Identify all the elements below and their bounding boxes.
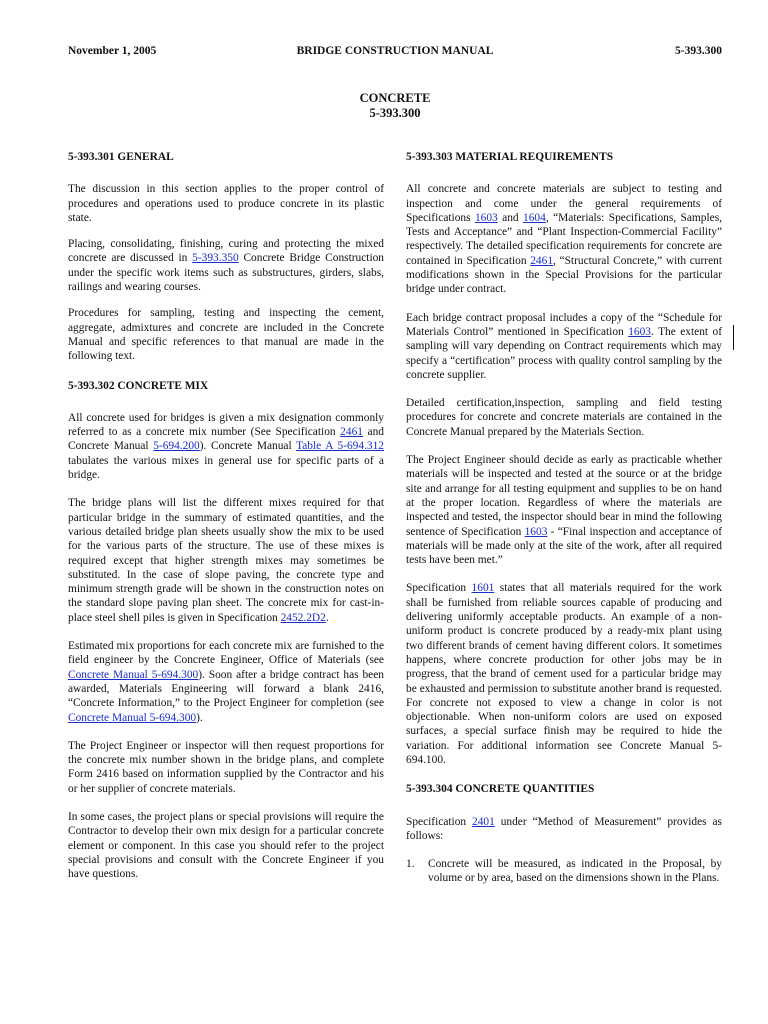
list-item-number: 1. — [406, 858, 415, 871]
list-item-text: Concrete will be measured, as indicated in the Proposal, by volume or by area, based on the dimensions shown in the Plans. — [428, 858, 722, 885]
right-column — [406, 150, 722, 886]
list-item — [406, 857, 722, 886]
running-header — [68, 45, 722, 61]
link-spec-1603-b[interactable]: 1603 — [628, 325, 651, 338]
link-5-393-350[interactable]: 5-393.350 — [192, 252, 239, 265]
heading-concrete-quantities: 5-393.304 CONCRETE QUANTITIES — [406, 783, 595, 796]
general-paragraph-3: Procedures for sampling, testing and inspecting the cement, aggregate, admixtures and concrete are included in the Concrete Manual and specific references to that manual are made in the following text. — [68, 307, 384, 363]
header-section-number: 5-393.300 — [675, 45, 722, 57]
title-concrete: CONCRETE — [359, 91, 431, 105]
material-paragraph-1: All concrete and concrete materials are subject to testing and inspection and come under the general requirements of Specifications 1603 and 1604, “Materials: Specifications, Samples, Tests and Acceptance” and “Plant Inspection-Commercial Facility” respectively. The detailed specification requirements for concrete are contained in Specification 2461, “Structural Concrete,” with current modifications shown in the Special Provisions for the particular bridge under contract. — [406, 183, 723, 296]
heading-general: 5-393.301 GENERAL — [68, 151, 174, 163]
link-concrete-manual-5-694-300-b[interactable]: Concrete Manual 5-694.300 — [68, 711, 197, 724]
link-spec-2401[interactable]: 2401 — [472, 815, 495, 828]
link-table-a[interactable]: Table A 5-694.312 — [296, 440, 385, 453]
mix-paragraph-3: Estimated mix proportions for each concrete mix are furnished to the field engineer by the Concrete Engineer, Office of Materials (see Concrete Manual 5-694.300). Soon after a bridge contract has been awarded, Materials Engineering will forward a blank 2416, “Concrete Information,” to the Project Engineer for completion (see Concrete Manual 5-694.300). — [68, 640, 384, 724]
general-paragraph-1: The discussion in this section applies to the proper control of procedures and operations used to produce concrete in its plastic state. — [68, 183, 384, 224]
heading-material-requirements: 5-393.303 MATERIAL REQUIREMENTS — [406, 151, 614, 163]
mix-paragraph-2: The bridge plans will list the different mixes required for that particular bridge in the summary of estimated quantities, and the various detailed bridge plan sheets usually show the mix to be used for the various parts of the structure. The use of these mixes is required except that higher strength mixes may sometimes be substituted. In the case of slope paving, the concrete type and minimum strength grade will be shown in the construction notes on the standard slope paving plan sheet. The concrete mix for cast-in-place steel shell piles is given in Specification 2452.2D2. — [68, 497, 384, 624]
heading-concrete-mix: 5-393.302 CONCRETE MIX — [68, 379, 209, 392]
mix-paragraph-1: All concrete used for bridges is given a mix designation commonly referred to as a concrete mix number (See Specification 2461 and Concrete Manual 5-694.200). Concrete Manual Table A 5-694.312 tabulates the various mixes in general use for specific parts of a bridge. — [68, 411, 385, 482]
mix-paragraph-5: In some cases, the project plans or special provisions will require the Contractor to develop their own mix design for a particular concrete element or component. In this case you should refer to the project special provisions and consult with the Concrete Engineer if you have questions. — [68, 810, 384, 881]
page-title — [68, 91, 722, 121]
link-spec-1603-c[interactable]: 1603 — [524, 525, 548, 538]
quantities-paragraph-1: Specification 2401 under “Method of Measurement” provides as follows: — [406, 815, 722, 842]
material-paragraph-2: Each bridge contract proposal includes a copy of the “Schedule for Materials Control” mentioned in Specification 1603. The extent of sampling will vary depending on Contract requirements which may specify a “certification” process with quality control sampling by the concrete supplier. — [406, 311, 722, 381]
revision-change-bar — [733, 325, 734, 350]
mix-paragraph-4: The Project Engineer or inspector will then request proportions for the concrete mix number shown in the bridge plans, and complete Form 2416 based on information supplied by the Contractor and his or her supplier of concrete materials. — [68, 739, 384, 795]
material-paragraph-3: Detailed certification,inspection, sampling and field testing procedures for concrete and concrete materials are contained in the Concrete Manual prepared by the Materials Section. — [406, 397, 722, 438]
header-manual-title: BRIDGE CONSTRUCTION MANUAL — [296, 45, 494, 57]
material-paragraph-4: The Project Engineer should decide as early as practicable whether materials will be inspected and tested at the source or at the bridge site and arrange for all testing equipment and supplies to be on hand at the proper location. Regardless of where the materials are inspected and tested, the inspector should bear in mind the following sentence of Specification 1603 - “Final inspection and acceptance of materials will be made only at the site of the work, after all required tests have been met.” — [406, 454, 722, 567]
link-concrete-manual-5-694-300-a[interactable]: Concrete Manual 5-694.300 — [68, 668, 199, 681]
link-spec-2461[interactable]: 2461 — [340, 426, 363, 439]
link-spec-1603[interactable]: 1603 — [474, 211, 498, 224]
left-column — [68, 150, 384, 893]
link-5-694-200[interactable]: 5-694.200 — [153, 440, 200, 453]
link-spec-1601[interactable]: 1601 — [471, 582, 495, 595]
link-spec-1604[interactable]: 1604 — [523, 211, 546, 224]
link-spec-2452-2d2[interactable]: 2452.2D2 — [280, 611, 326, 624]
material-paragraph-5: Specification 1601 states that all materials required for the work shall be furnished from reliable sources capable of producing and delivering uniformly acceptable products. An example of a non-uniform product is concrete produced by a ready-mix plant using two different brands of cement having different colors. It sometimes happens, where concrete production for other jobs may be in progress, that the brand of cement used for a particular bridge may be exhausted and permission to substitute another brand is requested. For concrete not exposed to view a change in color is not objectionable. When non-uniform colors are used on exposed surfaces, a special surface finish may be required to hide the variation. For additional information see Concrete Manual 5-694.100. — [406, 582, 722, 766]
header-date: November 1, 2005 — [68, 45, 157, 57]
title-section-number: 5-393.300 — [369, 106, 421, 120]
general-paragraph-2: Placing, consolidating, finishing, curing and protecting the mixed concrete are discussed in 5-393.350 Concrete Bridge Construction under the specific work items such as substructures, girders, slabs, railings and wearing courses. — [68, 238, 384, 294]
link-spec-2461-right[interactable]: 2461 — [530, 254, 554, 267]
